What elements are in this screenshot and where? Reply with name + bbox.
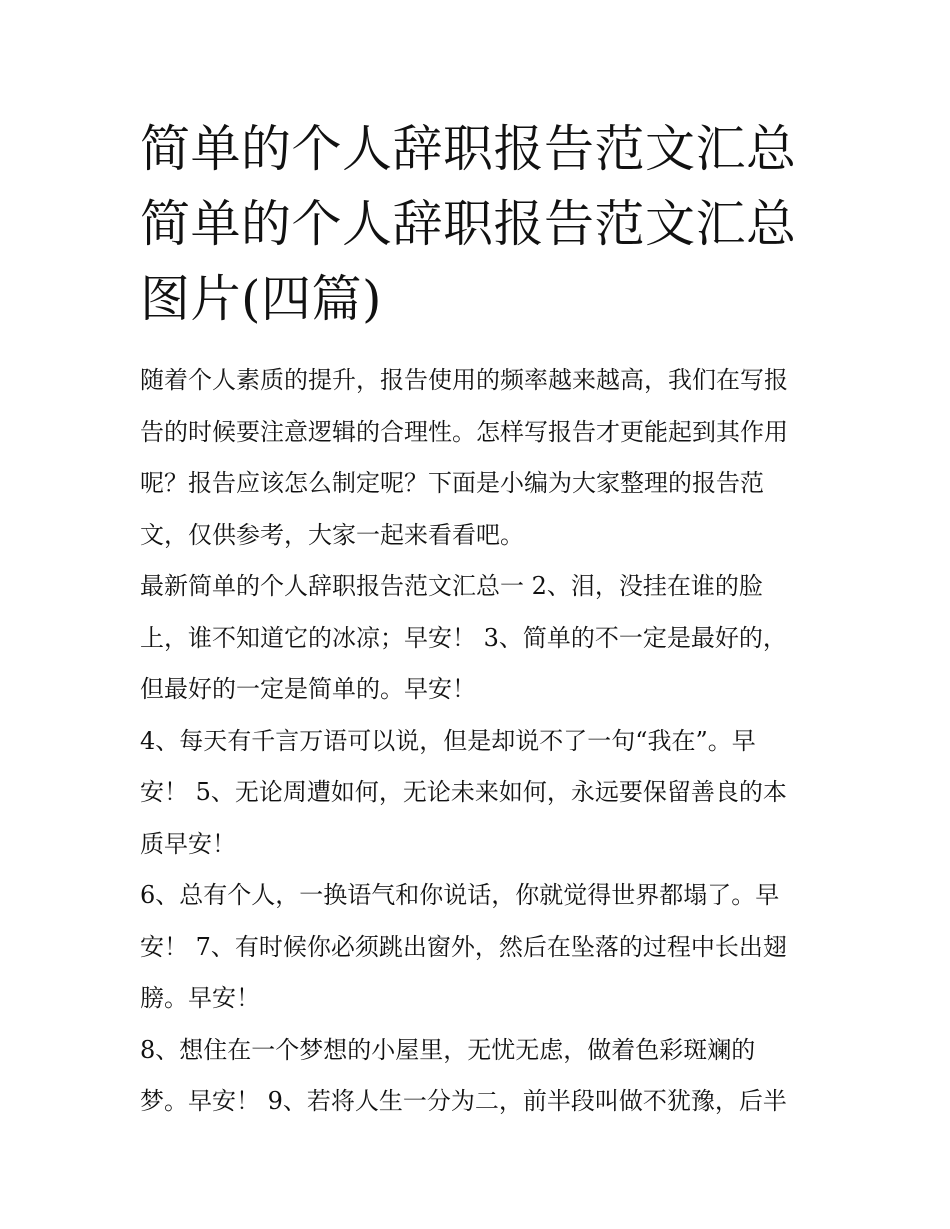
text-line: 告的时候要注意逻辑的合理性。怎样写报告才更能起到其作用 [140,417,788,446]
text-line: 安！ 7、有时候你必须跳出窗外，然后在坠落的过程中长出翅 [140,932,787,961]
text-line: 质早安！ [140,829,236,858]
text-line: 文，仅供参考，大家一起来看看吧。 [140,520,524,549]
text-line: 6、总有个人，一换语气和你说话，你就觉得世界都塌了。早 [140,881,780,909]
title-line-2: 简单的个人辞职报告范文汇总 [140,195,797,253]
paragraph-intro [140,355,815,561]
document-body [140,355,815,1128]
document-title [140,112,820,337]
text-line: 上，谁不知道它的冰凉；早安！ 3、简单的不一定是最好的， [140,623,787,652]
text-line: 最新简单的个人辞职报告范文汇总一 2、泪，没挂在谁的脸 [140,572,763,600]
text-line: 但最好的一定是简单的。早安！ [140,675,476,703]
paragraph-items-4-5 [140,716,815,871]
title-line-1: 简单的个人辞职报告范文汇总 [140,120,797,178]
text-line: 膀。早安！ [140,984,260,1012]
text-line: 4、每天有千言万语可以说，但是却说不了一句“我在”。早 [140,726,756,755]
text-line: 随着个人素质的提升，报告使用的频率越来越高，我们在写报 [140,366,788,394]
text-line: 8、想住在一个梦想的小屋里，无忧无虑，做着色彩斑斓的 [140,1035,756,1064]
text-line: 呢？报告应该怎么制定呢？下面是小编为大家整理的报告范 [140,469,764,497]
paragraph-section-one [140,561,815,716]
paragraph-items-6-7 [140,870,815,1025]
paragraph-items-8-9 [140,1025,815,1128]
text-line: 安！ 5、无论周遭如何，无论未来如何，永远要保留善良的本 [140,778,787,806]
text-line: 梦。早安！ 9、若将人生一分为二，前半段叫做不犹豫，后半 [140,1087,787,1115]
title-line-3: 图片(四篇) [140,270,383,328]
